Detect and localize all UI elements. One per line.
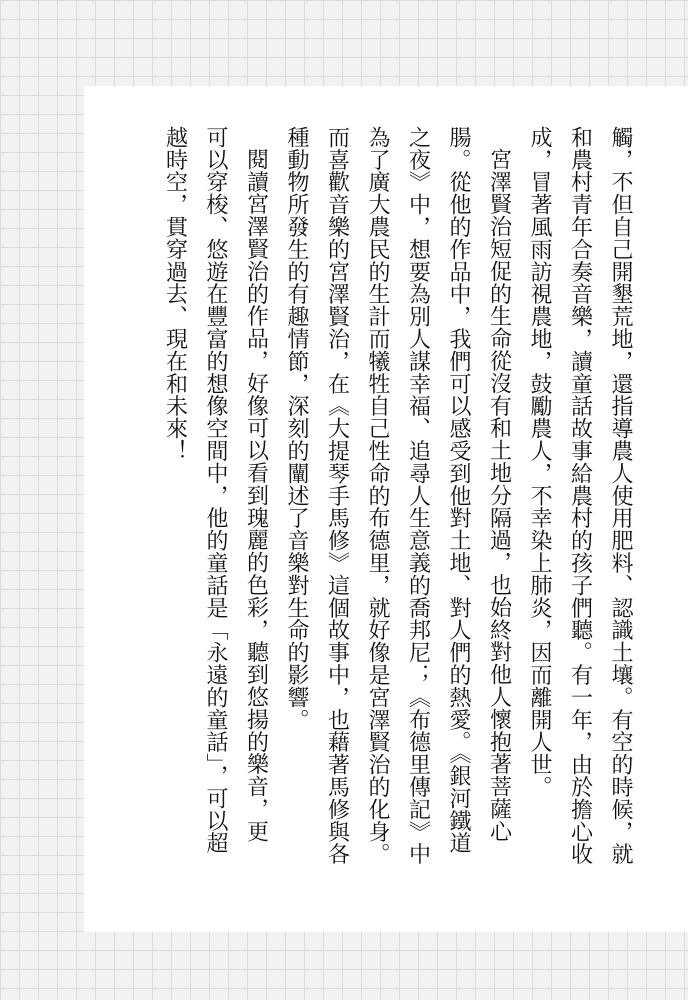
text-column: 而喜歡音樂的宮澤賢治，在《大提琴手馬修》這個故事中，也藉著馬修與各 xyxy=(324,126,350,866)
text-column: 宮澤賢治短促的生命從沒有和土地分隔過，也始終對他人懷抱著菩薩心 xyxy=(486,148,512,843)
document-page xyxy=(84,86,688,932)
vertical-text-body xyxy=(154,126,640,896)
text-column: 和農村青年合奏音樂，讀童話故事給農村的孩子們聽。有一年，由於擔心收 xyxy=(567,126,593,866)
text-column: 可以穿梭、悠遊在豐富的想像空間中，他的童話是「永遠的童話」，可以超 xyxy=(203,126,228,855)
text-column: 之夜》中，想要為別人謀幸福、追尋人生意義的喬邦尼；《布德里傳記》中 xyxy=(405,126,431,866)
text-column: 閱讀宮澤賢治的作品，好像可以看到瑰麗的色彩，聽到悠揚的樂音，更 xyxy=(243,148,269,843)
text-column: 觸，不但自己開墾荒地，還指導農人使用肥料、認識土壤。有空的時候，就 xyxy=(608,126,633,866)
text-column: 腸。從他的作品中，我們可以感受到他對土地、對人們的熱愛。《銀河鐵道 xyxy=(446,126,471,855)
text-column: 越時空，貫穿過去、現在和未來！ xyxy=(162,126,188,462)
text-column: 為了廣大農民的生計而犧牲自己性命的布德里，就好像是宮澤賢治的化身。 xyxy=(365,126,390,866)
text-column: 成，冒著風雨訪視農地，鼓勵農人，不幸染上肺炎，因而離開人世。 xyxy=(527,126,552,798)
text-column: 種動物所發生的有趣情節，深刻的闡述了音樂對生命的影響。 xyxy=(284,126,309,731)
